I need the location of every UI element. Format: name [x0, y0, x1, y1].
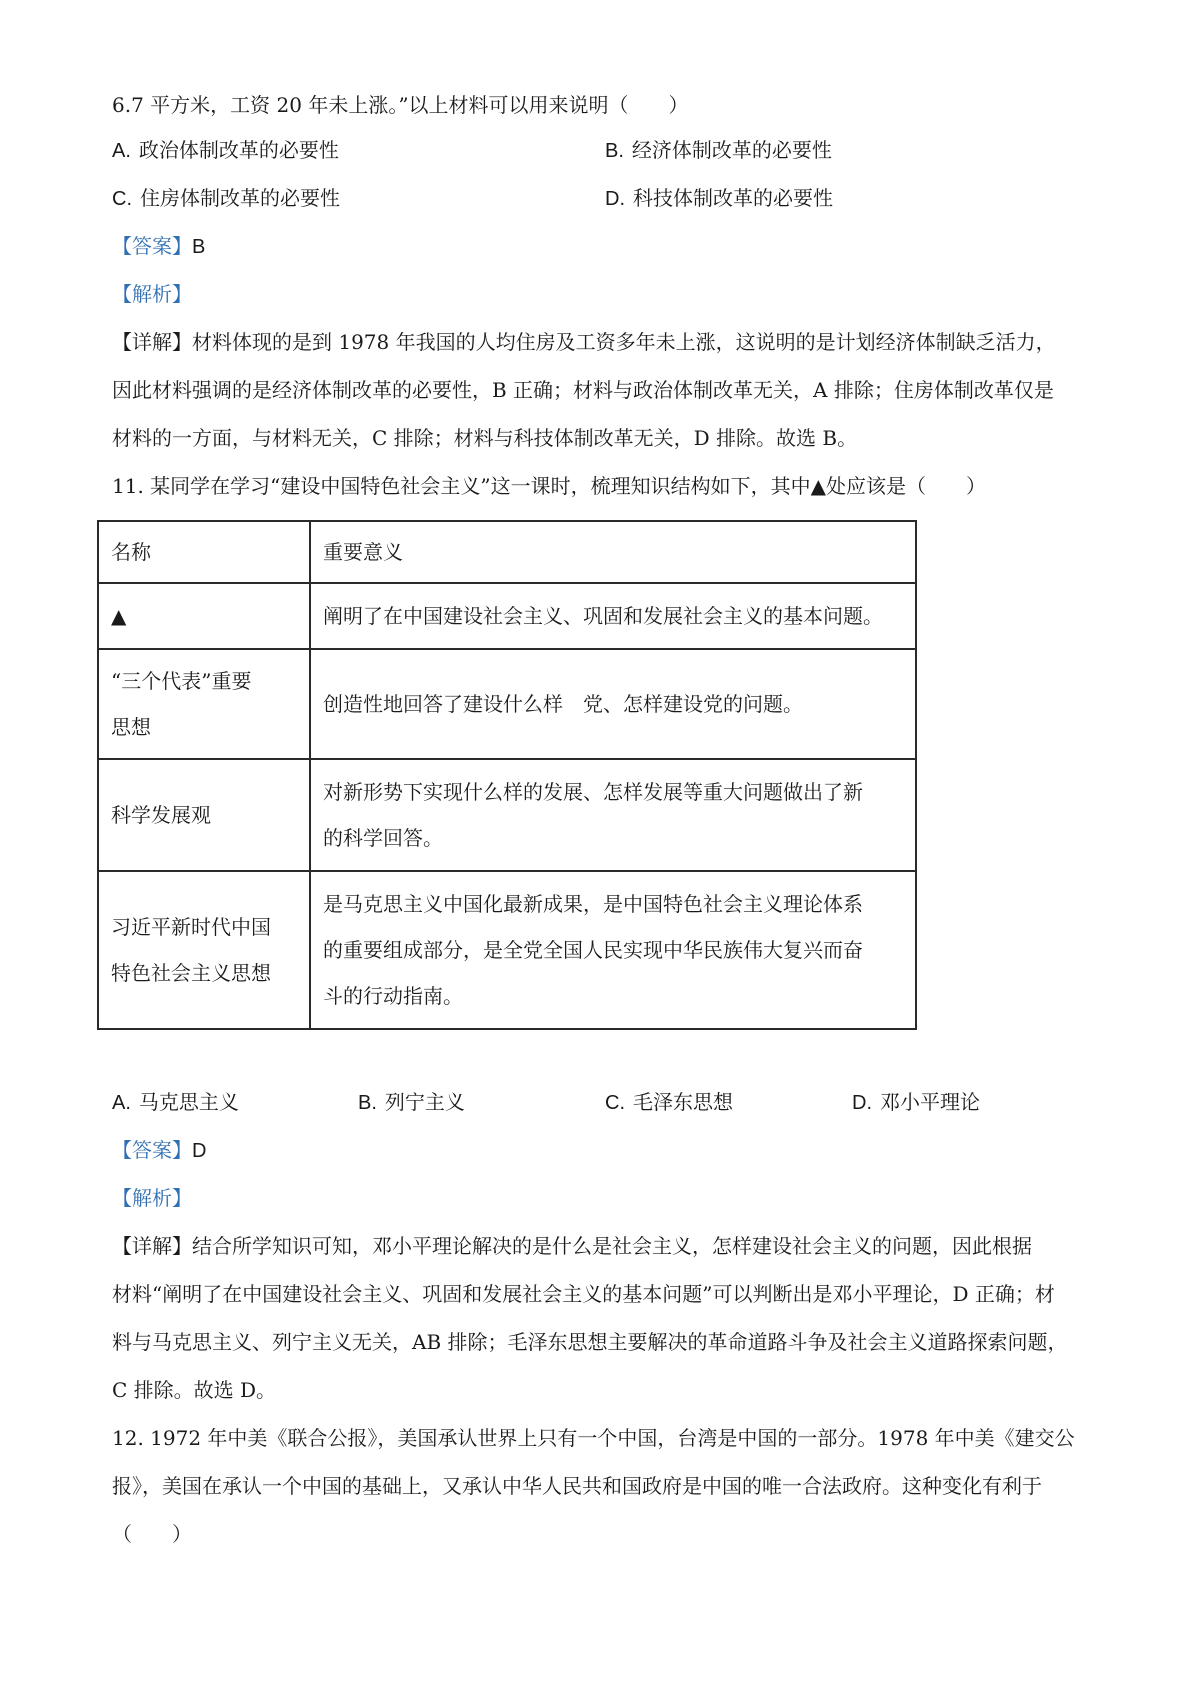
q11-option-a: A. 马克思主义 — [112, 1090, 239, 1114]
q10-option-d: D. 科技体制改革的必要性 — [605, 186, 833, 210]
q11-detail-line-2: 材料“阐明了在中国建设社会主义、巩固和发展社会主义的基本问题”可以判断出是邓小平理论，D 正确；材 — [112, 1282, 1055, 1306]
table-row — [98, 649, 916, 759]
question-10-stem-end: 6.7 平方米，工资 20 年未上涨。”以上材料可以用来说明（ ） — [112, 93, 689, 117]
question-12-line-2: 报》，美国在承认一个中国的基础上，又承认中华人民共和国政府是中国的唯一合法政府。这种变化有利于 — [112, 1474, 1042, 1498]
table-row — [98, 759, 916, 871]
header-meaning: 重要意义 — [310, 521, 916, 583]
q11-option-c: C. 毛泽东思想 — [605, 1090, 733, 1114]
triangle-placeholder: ▲ — [98, 583, 310, 649]
question-12-line-3: （ ） — [112, 1522, 192, 1546]
table-header-row — [98, 521, 916, 583]
q11-detail-line-1: 【详解】结合所学知识可知，邓小平理论解决的是什么是社会主义，怎样建设社会主义的问题，因此根据 — [112, 1234, 1032, 1258]
q10-option-a: A. 政治体制改革的必要性 — [112, 138, 339, 162]
q11-option-d: D. 邓小平理论 — [852, 1090, 980, 1114]
row-name: 习近平新时代中国 特色社会主义思想 — [98, 871, 310, 1029]
row-name: “三个代表”重要 思想 — [98, 649, 310, 759]
row-meaning: 阐明了在中国建设社会主义、巩固和发展社会主义的基本问题。 — [310, 583, 916, 649]
q11-analysis-label: 【解析】 — [112, 1186, 192, 1210]
q10-detail-line-1: 【详解】材料体现的是到 1978 年我国的人均住房及工资多年未上涨，这说明的是计划经济体制缺乏活力， — [112, 330, 1056, 354]
q11-detail-line-3: 料与马克思主义、列宁主义无关，AB 排除；毛泽东思想主要解决的革命道路斗争及社会主义道路探索问题， — [112, 1330, 1068, 1354]
row-meaning: 创造性地回答了建设什么样 党、怎样建设党的问题。 — [310, 649, 916, 759]
row-name: 科学发展观 — [98, 759, 310, 871]
table-row — [98, 583, 916, 649]
q10-option-c: C. 住房体制改革的必要性 — [112, 186, 340, 210]
q11-option-b: B. 列宁主义 — [358, 1090, 465, 1114]
q10-option-b: B. 经济体制改革的必要性 — [605, 138, 832, 162]
q10-detail-line-2: 因此材料强调的是经济体制改革的必要性，B 正确；材料与政治体制改革无关，A 排除；住房体制改革仅是 — [112, 378, 1054, 402]
q10-answer: 【答案】B — [112, 234, 206, 258]
table-row — [98, 871, 916, 1029]
question-12-line-1: 12. 1972 年中美《联合公报》，美国承认世界上只有一个中国，台湾是中国的一部分。1978 年中美《建交公 — [112, 1426, 1075, 1450]
row-meaning: 对新形势下实现什么样的发展、怎样发展等重大问题做出了新 的科学回答。 — [310, 759, 916, 871]
q11-detail-line-4: C 排除。故选 D。 — [112, 1378, 277, 1402]
header-name: 名称 — [98, 521, 310, 583]
row-meaning: 是马克思主义中国化最新成果，是中国特色社会主义理论体系 的重要组成部分，是全党全国人民实现中华民族伟大复兴而奋 斗的行动指南。 — [310, 871, 916, 1029]
q10-analysis-label: 【解析】 — [112, 282, 192, 306]
question-11-stem: 11. 某同学在学习“建设中国特色社会主义”这一课时，梳理知识结构如下，其中▲处应该是（ ） — [112, 474, 986, 498]
q10-detail-line-3: 材料的一方面，与材料无关，C 排除；材料与科技体制改革无关，D 排除。故选 B。 — [112, 426, 858, 450]
q11-answer: 【答案】D — [112, 1138, 207, 1162]
knowledge-structure-table — [97, 520, 917, 1030]
